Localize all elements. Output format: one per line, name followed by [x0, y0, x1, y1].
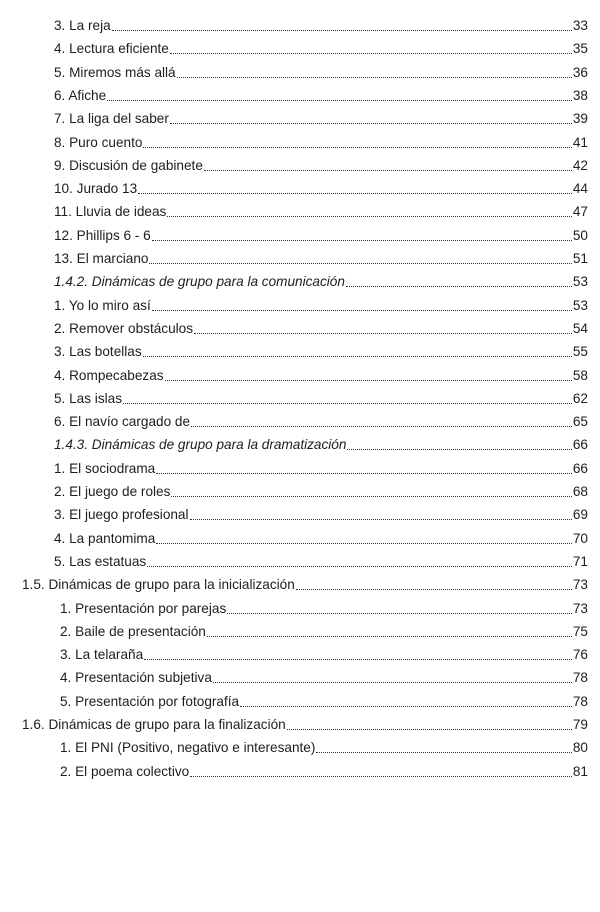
toc-entry-page-number: 35 [572, 41, 588, 57]
dot-leader [112, 30, 572, 31]
toc-entry-page-number: 78 [572, 693, 588, 709]
toc-entry-page-number: 76 [572, 647, 588, 663]
toc-entry [54, 198, 588, 220]
toc-entry-label: 4. Rompecabezas [54, 367, 164, 383]
dot-leader [296, 589, 572, 590]
dot-leader [152, 240, 572, 241]
dot-leader [170, 123, 572, 124]
dot-leader [138, 193, 572, 194]
toc-entry-label: 4. Presentación subjetiva [60, 670, 212, 686]
toc-entry-label: 2. El poema colectivo [60, 763, 190, 779]
toc-entry-label: 6. El navío cargado de [54, 414, 191, 430]
toc-entry-label: 5. Presentación por fotografía [60, 693, 240, 709]
toc-entry-page-number: 50 [572, 227, 588, 243]
toc-entry [54, 35, 588, 57]
dot-leader [156, 543, 572, 544]
toc-entry [60, 595, 588, 617]
toc-entry-page-number: 44 [572, 181, 588, 197]
toc-entry [54, 455, 588, 477]
toc-entry-label: 8. Puro cuento [54, 134, 143, 150]
toc-entry-page-number: 68 [572, 484, 588, 499]
toc-entry [60, 758, 588, 780]
toc-entry-page-number: 62 [572, 390, 588, 406]
toc-entry [60, 618, 588, 640]
toc-entry-label: 4. La pantomima [54, 530, 156, 546]
toc-entry-label: 12. Phillips 6 - 6 [54, 227, 151, 243]
toc-chapter-entry [22, 711, 588, 733]
toc-entry [54, 12, 588, 34]
toc-entry [54, 59, 588, 81]
toc-entry-label: 3. La telaraña [60, 647, 144, 663]
toc-entry [54, 82, 588, 104]
dot-leader [204, 170, 572, 171]
toc-entry-page-number: 47 [572, 204, 588, 220]
toc-entry-page-number: 80 [572, 740, 588, 756]
toc-entry [54, 548, 588, 570]
dot-leader [191, 426, 572, 427]
toc-entry [54, 105, 588, 127]
toc-entry-page-number: 70 [572, 530, 588, 546]
toc-entry-label: 5. Las estatuas [54, 553, 147, 569]
toc-entry-label: 1.6. Dinámicas de grupo para la finalización [22, 717, 286, 732]
dot-leader [149, 263, 571, 264]
dot-leader [144, 659, 572, 660]
dot-leader [147, 566, 572, 567]
toc-entry-label: 1.4.2. Dinámicas de grupo para la comunicación [54, 274, 345, 290]
toc-entry [54, 338, 588, 360]
toc-chapter-entry [22, 571, 588, 593]
dot-leader [143, 147, 571, 148]
toc-entry-page-number: 55 [572, 344, 588, 360]
toc-entry-label: 3. Las botellas [54, 344, 142, 360]
toc-section-heading [54, 431, 588, 453]
toc-entry-page-number: 51 [572, 251, 588, 266]
toc-entry [54, 408, 588, 430]
toc-entry-page-number: 73 [572, 600, 588, 616]
dot-leader [177, 77, 572, 78]
dot-leader [123, 403, 572, 404]
toc-entry-label: 6. Afiche [54, 87, 107, 103]
toc-entry-page-number: 65 [572, 414, 588, 430]
dot-leader [171, 496, 571, 497]
toc-entry-label: 1. Yo lo miro así [54, 297, 151, 313]
toc-entry [54, 222, 588, 244]
toc-entry-label: 13. El marciano [54, 251, 149, 266]
toc-entry [54, 385, 588, 407]
toc-entry [54, 152, 588, 174]
toc-entry-page-number: 33 [572, 18, 588, 33]
toc-entry-label: 1. El sociodrama [54, 460, 156, 476]
toc-entry [60, 641, 588, 663]
dot-leader [347, 449, 571, 450]
toc-entry-page-number: 79 [572, 717, 588, 732]
toc-entry [54, 175, 588, 197]
dot-leader [143, 356, 572, 357]
toc-entry [60, 734, 588, 756]
dot-leader [107, 100, 572, 101]
toc-entry-label: 1. Presentación por parejas [60, 600, 227, 616]
dot-leader [213, 682, 572, 683]
toc-entry-label: 2. Baile de presentación [60, 623, 206, 639]
toc-entry-page-number: 41 [572, 134, 588, 150]
dot-leader [316, 752, 571, 753]
dot-leader [165, 380, 572, 381]
toc-entry-page-number: 54 [572, 320, 588, 336]
toc-entry-label: 11. Lluvia de ideas [54, 204, 167, 220]
toc-entry-page-number: 36 [572, 64, 588, 80]
dot-leader [152, 310, 572, 311]
toc-entry-label: 2. El juego de roles [54, 484, 171, 499]
dot-leader [170, 53, 572, 54]
toc-entry [54, 525, 588, 547]
toc-entry-page-number: 66 [572, 437, 588, 453]
toc-entry-label: 1.4.3. Dinámicas de grupo para la dramatización [54, 437, 347, 453]
toc-entry-label: 3. La reja [54, 18, 111, 33]
dot-leader [287, 729, 572, 730]
toc-entry-page-number: 73 [572, 577, 588, 593]
toc-entry-page-number: 53 [572, 297, 588, 313]
toc-section-heading [54, 268, 588, 290]
toc-entry-label: 1. El PNI (Positivo, negativo e interesante) [60, 740, 316, 756]
dot-leader [156, 473, 572, 474]
dot-leader [167, 216, 572, 217]
toc-entry-page-number: 58 [572, 367, 588, 383]
toc-entry-page-number: 42 [572, 157, 588, 173]
toc-entry-page-number: 39 [572, 111, 588, 127]
toc-entry-page-number: 75 [572, 623, 588, 639]
toc-entry-page-number: 69 [572, 507, 588, 523]
toc-entry [60, 688, 588, 710]
toc-entry [54, 478, 588, 500]
dot-leader [194, 333, 572, 334]
toc-entry-page-number: 71 [572, 553, 588, 569]
toc-entry [54, 362, 588, 384]
dot-leader [207, 636, 572, 637]
toc-entry-label: 3. El juego profesional [54, 507, 189, 523]
toc-entry-label: 9. Discusión de gabinete [54, 157, 203, 173]
toc-entry-page-number: 53 [572, 274, 588, 290]
dot-leader [227, 613, 572, 614]
toc-entry-label: 5. Miremos más allá [54, 64, 176, 80]
toc-entry [54, 501, 588, 523]
toc-entry [54, 315, 588, 337]
toc-entry-page-number: 78 [572, 670, 588, 686]
toc-entry [54, 245, 588, 267]
dot-leader [190, 776, 572, 777]
dot-leader [190, 519, 572, 520]
toc-entry-label: 4. Lectura eficiente [54, 41, 169, 57]
toc-entry-label: 7. La liga del saber [54, 111, 169, 127]
toc-entry [60, 664, 588, 686]
toc-entry-page-number: 38 [572, 87, 588, 103]
toc-entry-page-number: 81 [572, 763, 588, 779]
toc-entry-page-number: 66 [572, 460, 588, 476]
toc-entry-label: 2. Remover obstáculos [54, 320, 194, 336]
dot-leader [346, 286, 572, 287]
toc-entry [54, 292, 588, 314]
toc-entry-label: 1.5. Dinámicas de grupo para la inicialización [22, 577, 295, 593]
toc-entry [54, 129, 588, 151]
toc-entry-label: 5. Las islas [54, 390, 123, 406]
dot-leader [240, 706, 572, 707]
toc-entry-label: 10. Jurado 13 [54, 181, 138, 197]
